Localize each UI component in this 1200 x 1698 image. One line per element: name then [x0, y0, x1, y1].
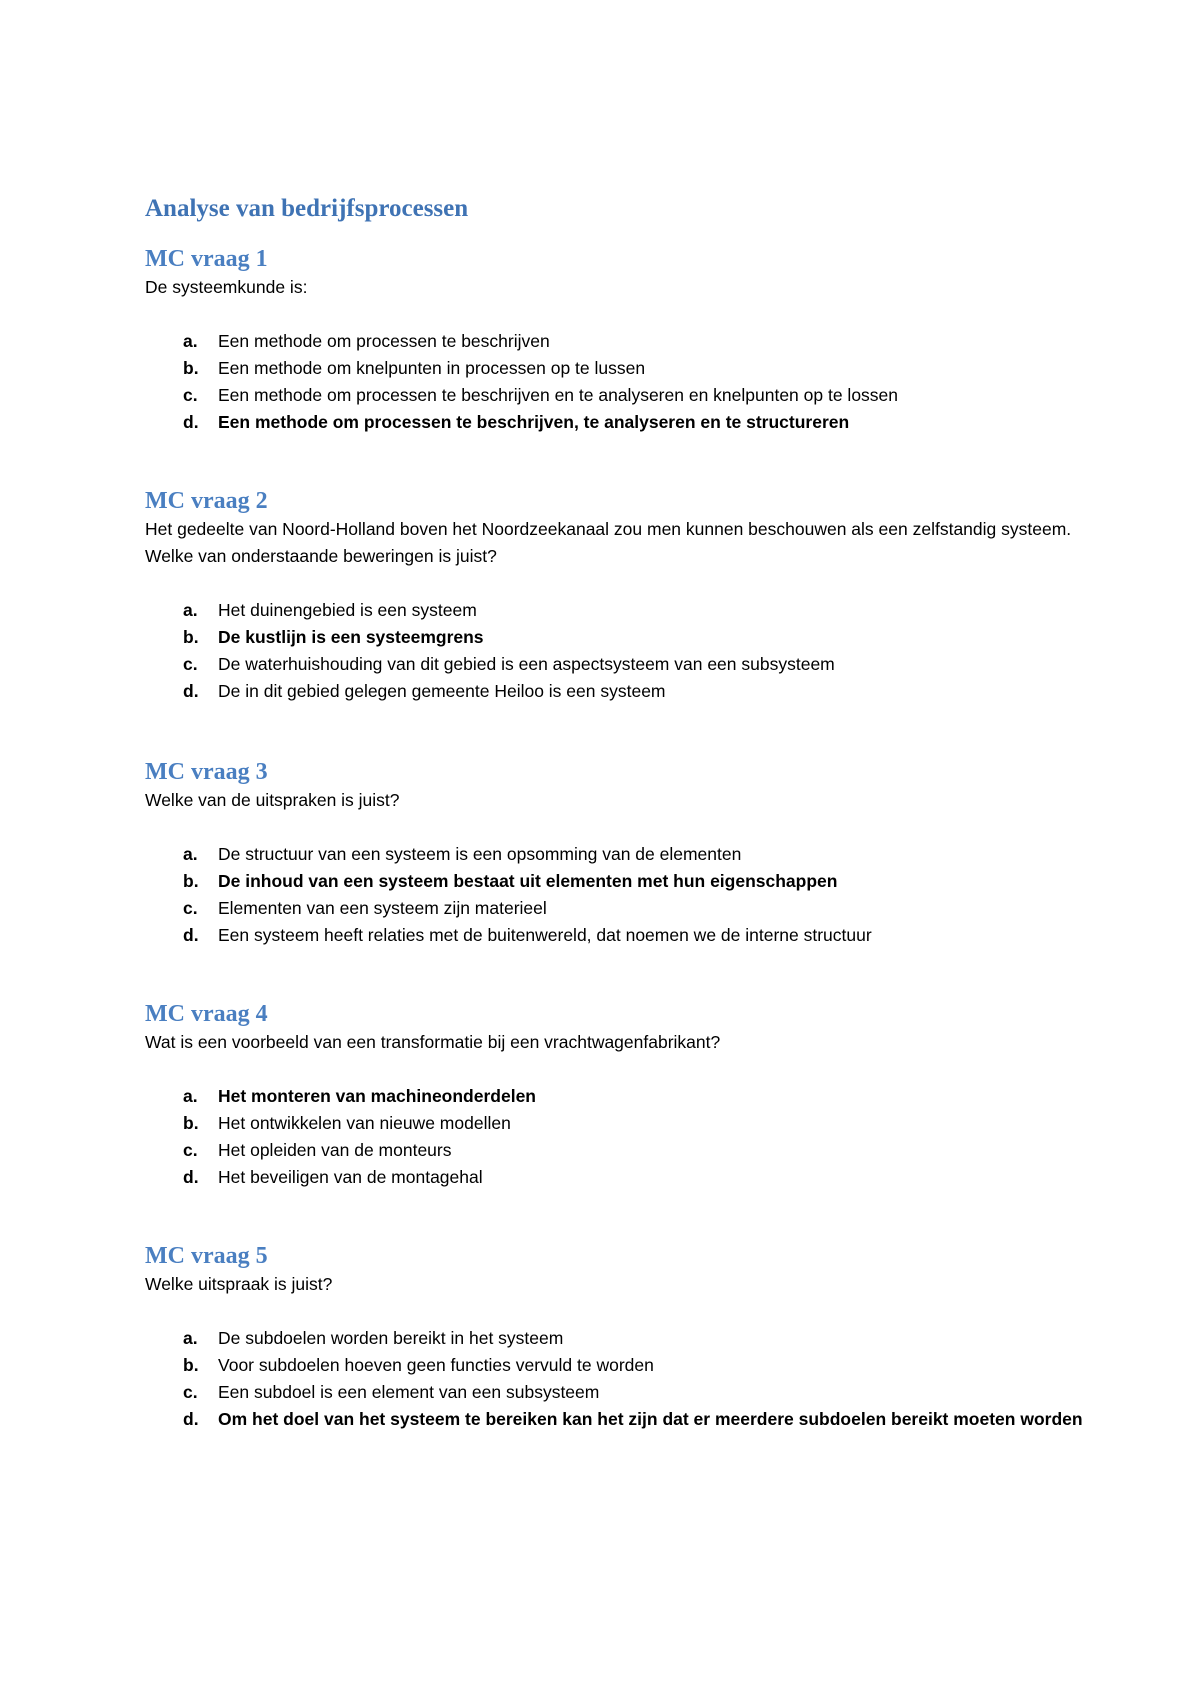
question-heading: MC vraag 1: [145, 246, 268, 272]
option-c: [145, 1137, 1085, 1164]
question-heading: MC vraag 3: [145, 759, 268, 785]
question-text: Wat is een voorbeeld van een transformatie bij een vrachtwagenfabrikant?: [145, 1032, 721, 1052]
option-text: Een subdoel is een element van een subsysteem: [218, 1382, 600, 1402]
option-a: [145, 597, 1085, 624]
option-text: De inhoud van een systeem bestaat uit elementen met hun eigenschappen: [218, 871, 838, 891]
option-letter: b.: [183, 1113, 199, 1133]
option-a: [145, 841, 1085, 868]
option-text: Een methode om processen te beschrijven en te analyseren en knelpunten op te lossen: [218, 385, 899, 405]
option-text: Het opleiden van de monteurs: [218, 1140, 452, 1160]
option-letter: a.: [183, 600, 198, 620]
option-letter: c.: [183, 385, 198, 405]
option-text: Het beveiligen van de montagehal: [218, 1167, 483, 1187]
options-list: [145, 1083, 1085, 1191]
option-letter: a.: [183, 1328, 198, 1348]
option-c: [145, 382, 1085, 409]
option-text: De subdoelen worden bereikt in het systeem: [218, 1328, 564, 1348]
option-letter: a.: [183, 331, 198, 351]
option-letter: a.: [183, 844, 198, 864]
option-d: [145, 1164, 1085, 1191]
options-list: [145, 841, 1085, 949]
question-text: Het gedeelte van Noord-Holland boven het Noordzeekanaal zou men kunnen beschouwen als een zelfstandig systeem. Welke van onderstaande beweringen is juist?: [145, 519, 1072, 566]
option-a: [145, 328, 1085, 355]
option-d-correct: [145, 409, 1085, 436]
document-title: Analyse van bedrijfsprocessen: [145, 195, 469, 222]
option-letter: b.: [183, 1355, 199, 1375]
option-d: [145, 678, 1085, 705]
option-text: Een methode om knelpunten in processen op te lussen: [218, 358, 646, 378]
option-letter: c.: [183, 1382, 198, 1402]
option-letter: b.: [183, 871, 199, 891]
option-b: [145, 1110, 1085, 1137]
option-text: Een methode om processen te beschrijven: [218, 331, 550, 351]
option-b: [145, 1352, 1085, 1379]
option-letter: a.: [183, 1086, 198, 1106]
option-c: [145, 1379, 1085, 1406]
option-text: Elementen van een systeem zijn materieel: [218, 898, 547, 918]
option-text: De in dit gebied gelegen gemeente Heiloo is een systeem: [218, 681, 666, 701]
question-1: [145, 244, 1085, 436]
question-text: De systeemkunde is:: [145, 277, 308, 297]
question-text: Welke uitspraak is juist?: [145, 1274, 333, 1294]
option-b-correct: [145, 868, 1085, 895]
question-3: [145, 757, 1085, 949]
option-b: [145, 355, 1085, 382]
question-4: [145, 999, 1085, 1191]
option-c: [145, 651, 1085, 678]
option-letter: d.: [183, 412, 199, 432]
question-2: [145, 486, 1085, 705]
option-text: De kustlijn is een systeemgrens: [218, 627, 484, 647]
option-text: Voor subdoelen hoeven geen functies vervuld te worden: [218, 1355, 654, 1375]
option-text: Het ontwikkelen van nieuwe modellen: [218, 1113, 511, 1133]
option-b-correct: [145, 624, 1085, 651]
question-text: Welke van de uitspraken is juist?: [145, 790, 400, 810]
option-letter: d.: [183, 1409, 199, 1429]
options-list: [145, 328, 1085, 436]
option-letter: b.: [183, 627, 199, 647]
option-a-correct: [145, 1083, 1085, 1110]
question-5: [145, 1241, 1085, 1433]
question-heading: MC vraag 2: [145, 488, 268, 514]
option-a: [145, 1325, 1085, 1352]
option-c: [145, 895, 1085, 922]
option-text: Het monteren van machineonderdelen: [218, 1086, 536, 1106]
option-d-correct: [145, 1406, 1085, 1433]
option-letter: d.: [183, 925, 199, 945]
option-text: Het duinengebied is een systeem: [218, 600, 477, 620]
options-list: [145, 1325, 1085, 1433]
option-text: Een systeem heeft relaties met de buitenwereld, dat noemen we de interne structuur: [218, 925, 872, 945]
option-letter: d.: [183, 1167, 199, 1187]
option-letter: c.: [183, 1140, 198, 1160]
option-d: [145, 922, 1085, 949]
option-letter: d.: [183, 681, 199, 701]
option-text: De waterhuishouding van dit gebied is een aspectsysteem van een subsysteem: [218, 654, 835, 674]
question-heading: MC vraag 5: [145, 1243, 268, 1269]
question-heading: MC vraag 4: [145, 1001, 268, 1027]
option-text: Een methode om processen te beschrijven, te analyseren en te structureren: [218, 412, 850, 432]
option-letter: c.: [183, 654, 198, 674]
option-letter: c.: [183, 898, 198, 918]
option-text: Om het doel van het systeem te bereiken kan het zijn dat er meerdere subdoelen bereikt moeten worden: [218, 1409, 1083, 1429]
option-letter: b.: [183, 358, 199, 378]
options-list: [145, 597, 1085, 705]
option-text: De structuur van een systeem is een opsomming van de elementen: [218, 844, 742, 864]
